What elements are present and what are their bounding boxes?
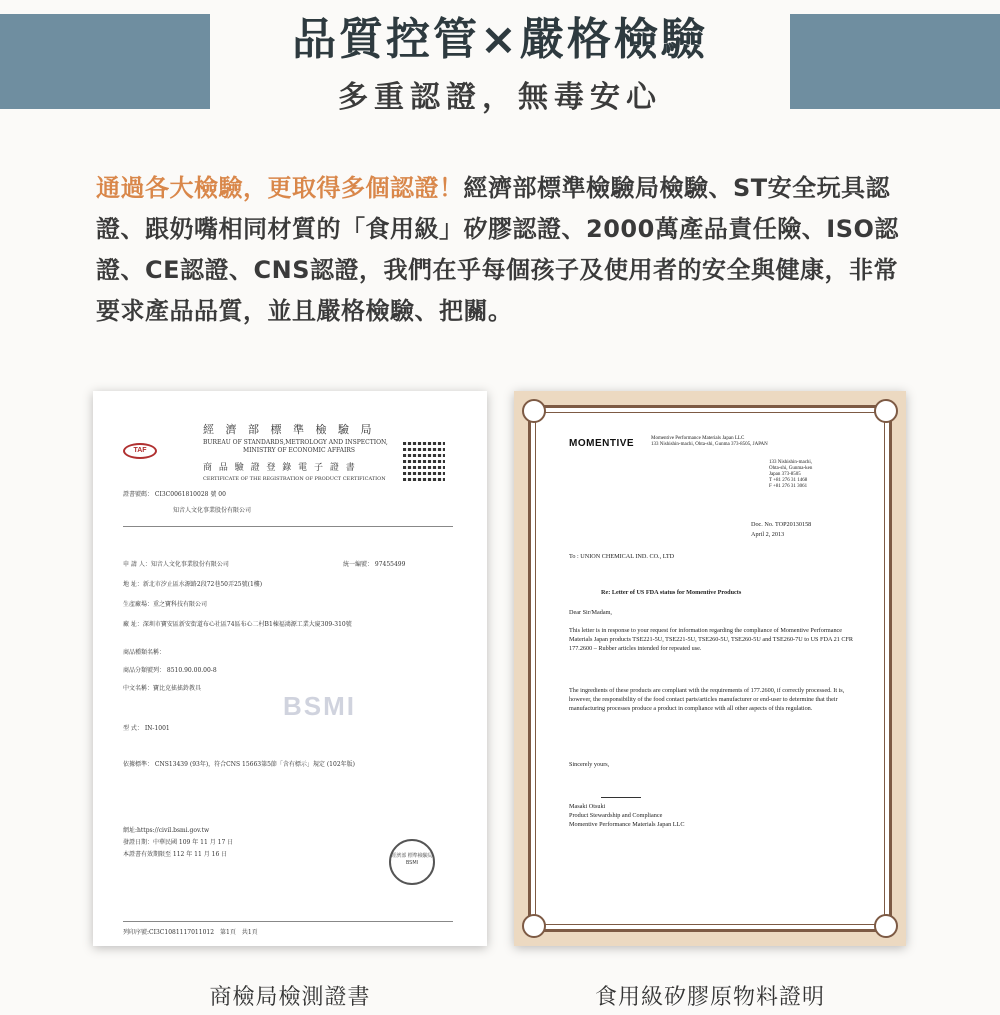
- cert-b-re: Re: Letter of US FDA status for Momentive Products: [601, 589, 742, 596]
- cert-b-company-line: Momentive Performance Materials Japan LLC: [651, 436, 745, 441]
- cert-b-date: April 2, 2013: [751, 531, 785, 538]
- bsmi-stamp: 經濟部 標準檢驗局 BSMI: [389, 839, 435, 885]
- momentive-logo: MOMENTIVE: [569, 438, 635, 449]
- corner-ornament-icon: [874, 399, 898, 423]
- cert-a-doc-title: 商 品 驗 證 登 錄 電 子 證 書: [203, 463, 357, 473]
- cert-a-chinese-name: 中文名稱：寶比克搖搖鈴教具: [123, 685, 202, 692]
- cert-a-type: 型 式： IN-1001: [123, 725, 170, 732]
- bsmi-watermark: BSMI: [283, 691, 356, 721]
- intro-body: 經濟部標準檢驗局檢驗、ST安全玩具認證、跟奶嘴相同材質的「食用級」矽膠認證、2000萬產品責任險、ISO認證、CE認證、CNS認證，我們在乎每個孩子及使用者的安全與健康，非常要求產品品質，並且嚴格檢驗、把關。: [96, 174, 899, 325]
- cert-a-agency: 經 濟 部 標 準 檢 驗 局: [203, 423, 376, 436]
- cert-a-product-label: 商品種類名稱：: [123, 649, 166, 656]
- cert-a-applicant: 申 請 人：知音人文化事業股份有限公司: [123, 561, 229, 568]
- cert-b-closing: Sincerely yours,: [569, 761, 610, 768]
- cert-a-agency-en: BUREAU OF STANDARDS,METROLOGY AND INSPECTION,: [203, 439, 388, 446]
- page-subtitle: 多重認證，無毒安心: [338, 80, 662, 115]
- cert-a-address: 地 址：新北市汐止區水源路2段72巷50弄25號(1樓): [123, 581, 263, 588]
- divider: [123, 526, 453, 527]
- cert-a-standard: 依據標準： CNS13439 (93年)，符合CNS 15663第5節「含有標示」規定 (102年版): [123, 761, 355, 768]
- cert-b-signer-org: Momentive Performance Materials Japan LLC: [569, 821, 685, 828]
- cert-a-factory-address: 廠 址：深圳市寶安區新安街道布心社區74區布心二村B1棟福鴻源工業大廈309-310號: [123, 621, 352, 628]
- cert-b-paragraph-2: The ingredients of these products are compliant with the requirements of 177.2600, if correctly processed. It is, however, the responsibility of the food contact parts/articles manufacturer or end-user to determine that their manufacturing processes produce a product in compliance with all other aspects of this regulation.: [569, 687, 845, 712]
- corner-ornament-icon: [874, 914, 898, 938]
- cert-a-ministry-en: MINISTRY OF ECONOMIC AFFAIRS: [243, 447, 355, 454]
- certificate-inner-frame: [535, 412, 885, 925]
- cert-a-company: 知音人文化事業股份有限公司: [173, 507, 252, 514]
- cert-b-signer-title: Product Stewardship and Compliance: [569, 812, 663, 819]
- caption-bsmi-certificate: 商檢局檢測證書: [209, 985, 371, 1010]
- cert-a-issue-date: 發證日期：中華民國 109 年 11 月 17 日: [123, 839, 234, 846]
- cert-a-number: 證書號碼： CI3C0061810028 號 00: [123, 491, 226, 498]
- cert-b-salutation: Dear Sir/Madam,: [569, 609, 612, 616]
- corner-ornament-icon: [522, 914, 546, 938]
- taf-logo: TAF: [123, 443, 157, 459]
- cert-b-signer: Masaki Otsuki: [569, 803, 606, 810]
- cert-a-footer: 列印序號:CI3C1081117011012 第1頁 共1頁: [123, 929, 258, 936]
- qr-code-icon: [403, 439, 445, 481]
- header-left-bar: [0, 14, 210, 109]
- bsmi-certificate: [93, 391, 487, 946]
- signature-icon: [601, 768, 641, 798]
- momentive-certificate: [514, 391, 906, 946]
- cert-b-to: To : UNION CHEMICAL IND. CO., LTD: [569, 553, 675, 560]
- corner-ornament-icon: [522, 399, 546, 423]
- page-title: 品質控管×嚴格檢驗: [292, 14, 708, 65]
- cert-a-expiry: 本證書有效期限至 112 年 11 月 16 日: [123, 851, 228, 858]
- cert-a-unified-no: 統一編號： 97455499: [343, 561, 406, 568]
- intro-highlight: 通過各大檢驗，更取得多個認證！: [96, 174, 464, 202]
- cert-a-url: 網址:https://civil.bsmi.gov.tw: [123, 827, 210, 834]
- certificate-frame: [528, 405, 892, 932]
- cert-b-contact: 133 Nishishin-machi, Ohta-shi, Gunma-ken Japan 373-8505 T +81 276 31 1468 F +81 276 31 3061: [769, 460, 813, 489]
- cert-a-doc-title-en: CERTIFICATE OF THE REGISTRATION OF PRODUCT CERTIFICATION: [203, 476, 386, 482]
- caption-silicone-certificate: 食用級矽膠原物料證明: [594, 985, 825, 1010]
- header-right-bar: [790, 14, 1000, 109]
- divider: [123, 921, 453, 922]
- intro-paragraph: [96, 168, 908, 332]
- cert-b-paragraph-1: This letter is in response to your request for information regarding the compliance of Momentive Performance Materials Japan products TSE221-5U, TSE221-5U, TSE260-5U, TSE260-5U and TSE260-7U to US FDA 21 CFR 177.2600 – Rubber articles intended for repeated use.: [569, 627, 854, 652]
- cert-b-address-line: 133 Nishishin-machi, Ohta-shi, Gunma 373-8505, JAPAN: [651, 442, 768, 447]
- cert-a-manufacturer: 生產廠場：重之寶科技有限公司: [123, 601, 208, 608]
- cert-a-ccc-code: 商品分類號列： 8510.90.00.00-8: [123, 667, 217, 674]
- cert-b-doc-no: Doc. No. TOP20130158: [751, 521, 812, 528]
